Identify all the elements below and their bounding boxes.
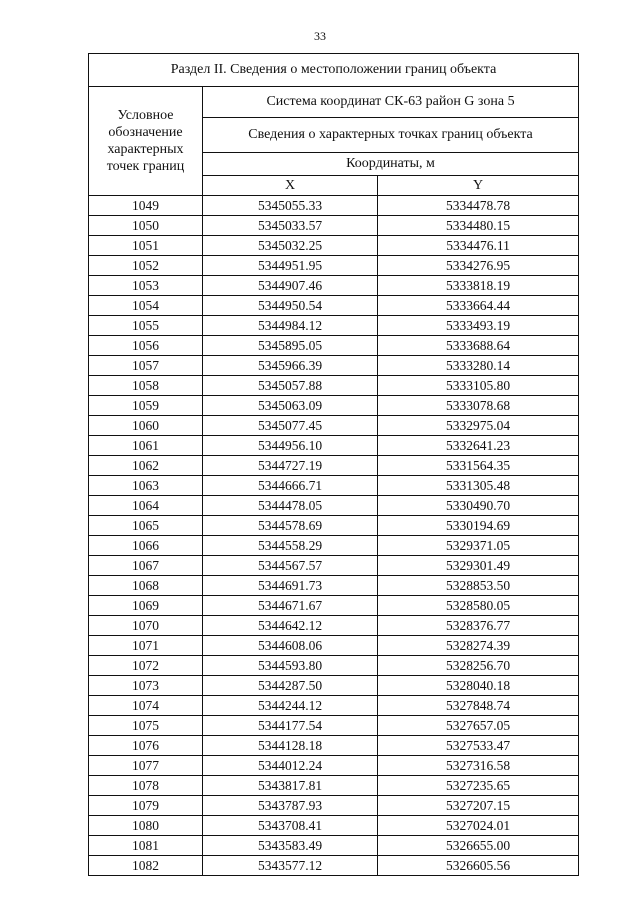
y-coordinate-cell: 5334480.15 — [378, 216, 579, 236]
point-id-cell: 1061 — [89, 436, 203, 456]
x-coordinate-cell: 5344244.12 — [203, 696, 378, 716]
y-coordinate-cell: 5332641.23 — [378, 436, 579, 456]
table-row — [89, 836, 579, 856]
x-coordinate-cell: 5344287.50 — [203, 676, 378, 696]
x-coordinate-cell: 5344128.18 — [203, 736, 378, 756]
y-coordinate-cell: 5333818.19 — [378, 276, 579, 296]
y-coordinate-cell: 5327533.47 — [378, 736, 579, 756]
y-coordinate-cell: 5334478.78 — [378, 196, 579, 216]
y-coordinate-cell: 5334476.11 — [378, 236, 579, 256]
y-coordinate-cell: 5328274.39 — [378, 636, 579, 656]
table-row — [89, 476, 579, 496]
table-row — [89, 236, 579, 256]
x-coordinate-cell: 5344727.19 — [203, 456, 378, 476]
point-id-cell: 1068 — [89, 576, 203, 596]
table-row — [89, 796, 579, 816]
table-row — [89, 576, 579, 596]
y-coordinate-cell: 5328376.77 — [378, 616, 579, 636]
table-row — [89, 356, 579, 376]
y-coordinate-cell: 5333280.14 — [378, 356, 579, 376]
y-coordinate-cell: 5331564.35 — [378, 456, 579, 476]
point-id-cell: 1065 — [89, 516, 203, 536]
x-coordinate-cell: 5344012.24 — [203, 756, 378, 776]
table-row — [89, 436, 579, 456]
section-title: Раздел II. Сведения о местоположении границ объекта — [89, 54, 579, 87]
x-coordinate-cell: 5344478.05 — [203, 496, 378, 516]
x-coordinate-cell: 5345966.39 — [203, 356, 378, 376]
y-coordinate-cell: 5333664.44 — [378, 296, 579, 316]
point-id-cell: 1081 — [89, 836, 203, 856]
x-coordinate-cell: 5344907.46 — [203, 276, 378, 296]
y-column-header: Y — [378, 176, 579, 196]
y-coordinate-cell: 5327657.05 — [378, 716, 579, 736]
table-row — [89, 556, 579, 576]
point-id-cell: 1069 — [89, 596, 203, 616]
y-coordinate-cell: 5328256.70 — [378, 656, 579, 676]
point-id-cell: 1057 — [89, 356, 203, 376]
x-coordinate-cell: 5343583.49 — [203, 836, 378, 856]
table-row — [89, 596, 579, 616]
table-row — [89, 276, 579, 296]
table-row — [89, 676, 579, 696]
table-row — [89, 636, 579, 656]
x-coordinate-cell: 5344558.29 — [203, 536, 378, 556]
table-row — [89, 216, 579, 236]
x-coordinate-cell: 5345063.09 — [203, 396, 378, 416]
x-coordinate-cell: 5344593.80 — [203, 656, 378, 676]
y-coordinate-cell: 5328040.18 — [378, 676, 579, 696]
point-id-cell: 1076 — [89, 736, 203, 756]
x-coordinate-cell: 5344671.67 — [203, 596, 378, 616]
point-id-cell: 1051 — [89, 236, 203, 256]
table-row — [89, 736, 579, 756]
point-id-cell: 1080 — [89, 816, 203, 836]
table-row — [89, 376, 579, 396]
point-id-cell: 1072 — [89, 656, 203, 676]
x-coordinate-cell: 5344984.12 — [203, 316, 378, 336]
page-number: 33 — [314, 29, 326, 43]
x-coordinate-cell: 5344567.57 — [203, 556, 378, 576]
table-row — [89, 456, 579, 476]
point-id-cell: 1071 — [89, 636, 203, 656]
x-coordinate-cell: 5344666.71 — [203, 476, 378, 496]
y-coordinate-cell: 5330490.70 — [378, 496, 579, 516]
y-coordinate-cell: 5333688.64 — [378, 336, 579, 356]
x-coordinate-cell: 5343708.41 — [203, 816, 378, 836]
x-coordinate-cell: 5345032.25 — [203, 236, 378, 256]
table-row — [89, 316, 579, 336]
point-id-cell: 1074 — [89, 696, 203, 716]
point-id-cell: 1078 — [89, 776, 203, 796]
point-id-cell: 1066 — [89, 536, 203, 556]
table-row — [89, 616, 579, 636]
table-row — [89, 256, 579, 276]
table-body — [89, 196, 579, 876]
y-coordinate-cell: 5328853.50 — [378, 576, 579, 596]
point-id-cell: 1064 — [89, 496, 203, 516]
table-row — [89, 416, 579, 436]
y-coordinate-cell: 5330194.69 — [378, 516, 579, 536]
table-row — [89, 656, 579, 676]
table-row — [89, 196, 579, 216]
y-coordinate-cell: 5327235.65 — [378, 776, 579, 796]
boundary-coordinates-table — [88, 53, 579, 876]
table-row — [89, 516, 579, 536]
table-row — [89, 496, 579, 516]
x-coordinate-cell: 5343817.81 — [203, 776, 378, 796]
y-coordinate-cell: 5326655.00 — [378, 836, 579, 856]
x-coordinate-cell: 5345077.45 — [203, 416, 378, 436]
section-title-row — [89, 54, 579, 87]
point-label-header: Условное обозначение характерных точек границ — [89, 87, 203, 196]
table-row — [89, 696, 579, 716]
y-coordinate-cell: 5327207.15 — [378, 796, 579, 816]
y-coordinate-cell: 5329371.05 — [378, 536, 579, 556]
x-coordinate-cell: 5343787.93 — [203, 796, 378, 816]
table-header — [89, 54, 579, 196]
x-coordinate-cell: 5344691.73 — [203, 576, 378, 596]
point-id-cell: 1050 — [89, 216, 203, 236]
point-id-cell: 1073 — [89, 676, 203, 696]
y-coordinate-cell: 5333105.80 — [378, 376, 579, 396]
y-coordinate-cell: 5329301.49 — [378, 556, 579, 576]
coords-header: Координаты, м — [203, 153, 579, 176]
x-coordinate-cell: 5344956.10 — [203, 436, 378, 456]
y-coordinate-cell: 5327848.74 — [378, 696, 579, 716]
table-row — [89, 716, 579, 736]
y-coordinate-cell: 5327024.01 — [378, 816, 579, 836]
y-coordinate-cell: 5326605.56 — [378, 856, 579, 876]
x-coordinate-cell: 5345895.05 — [203, 336, 378, 356]
y-coordinate-cell: 5333078.68 — [378, 396, 579, 416]
table-row — [89, 296, 579, 316]
point-id-cell: 1052 — [89, 256, 203, 276]
point-id-cell: 1062 — [89, 456, 203, 476]
point-id-cell: 1056 — [89, 336, 203, 356]
point-id-cell: 1075 — [89, 716, 203, 736]
x-coordinate-cell: 5344578.69 — [203, 516, 378, 536]
x-coordinate-cell: 5345033.57 — [203, 216, 378, 236]
point-id-cell: 1059 — [89, 396, 203, 416]
x-coordinate-cell: 5345057.88 — [203, 376, 378, 396]
boundary-points-info-header: Сведения о характерных точках границ объекта — [203, 118, 579, 153]
point-id-cell: 1049 — [89, 196, 203, 216]
coord-system-header: Система координат СК-63 район G зона 5 — [203, 87, 579, 118]
point-id-cell: 1055 — [89, 316, 203, 336]
point-id-cell: 1058 — [89, 376, 203, 396]
table-row — [89, 536, 579, 556]
table-row — [89, 336, 579, 356]
table-row — [89, 856, 579, 876]
x-coordinate-cell: 5344177.54 — [203, 716, 378, 736]
y-coordinate-cell: 5331305.48 — [378, 476, 579, 496]
point-id-cell: 1079 — [89, 796, 203, 816]
table-row — [89, 776, 579, 796]
y-coordinate-cell: 5328580.05 — [378, 596, 579, 616]
x-coordinate-cell: 5345055.33 — [203, 196, 378, 216]
point-id-cell: 1053 — [89, 276, 203, 296]
y-coordinate-cell: 5327316.58 — [378, 756, 579, 776]
x-coordinate-cell: 5344608.06 — [203, 636, 378, 656]
x-coordinate-cell: 5344950.54 — [203, 296, 378, 316]
point-id-cell: 1070 — [89, 616, 203, 636]
x-coordinate-cell: 5344951.95 — [203, 256, 378, 276]
y-coordinate-cell: 5334276.95 — [378, 256, 579, 276]
point-id-cell: 1067 — [89, 556, 203, 576]
table-row — [89, 756, 579, 776]
table-row — [89, 396, 579, 416]
x-column-header: X — [203, 176, 378, 196]
coord-system-row — [89, 87, 579, 118]
x-coordinate-cell: 5343577.12 — [203, 856, 378, 876]
point-id-cell: 1082 — [89, 856, 203, 876]
table-row — [89, 816, 579, 836]
y-coordinate-cell: 5333493.19 — [378, 316, 579, 336]
y-coordinate-cell: 5332975.04 — [378, 416, 579, 436]
x-coordinate-cell: 5344642.12 — [203, 616, 378, 636]
point-id-cell: 1060 — [89, 416, 203, 436]
point-id-cell: 1063 — [89, 476, 203, 496]
point-id-cell: 1077 — [89, 756, 203, 776]
point-id-cell: 1054 — [89, 296, 203, 316]
